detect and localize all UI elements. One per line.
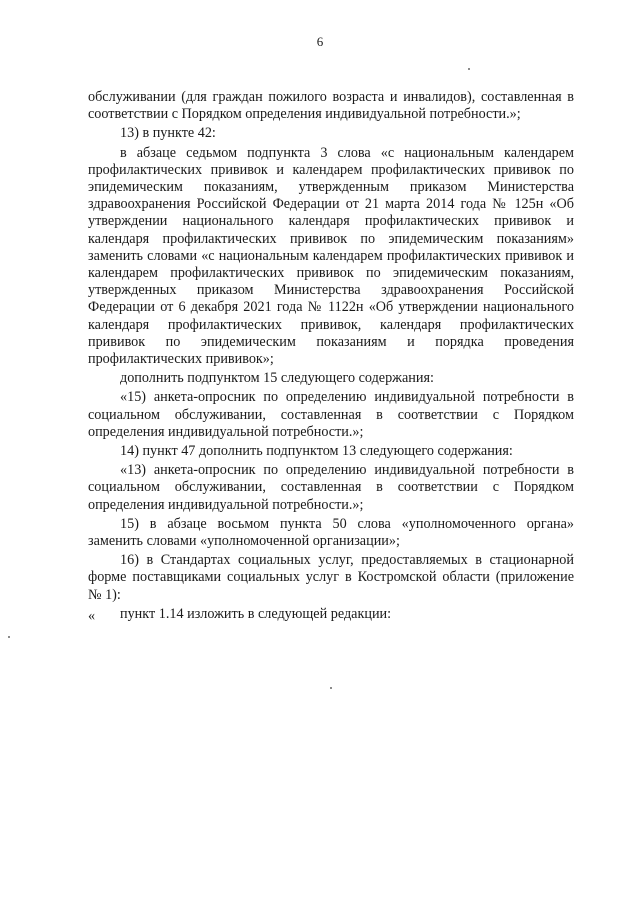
paragraph-subitem-13: «13) анкета-опросник по определению индивидуальной потребности в социальном обслуживании, составленная в соответствии с Порядком определения индивидуальной потребности.»; — [88, 462, 574, 513]
scan-speck — [8, 636, 10, 638]
page-number: 6 — [316, 34, 324, 49]
opening-quote: « — [88, 608, 96, 624]
paragraph-item-14: 14) пункт 47 дополнить подпунктом 13 следующего содержания: — [120, 443, 513, 460]
paragraph-add-subitem-15: дополнить подпунктом 15 следующего содержания: — [120, 370, 434, 387]
paragraph-continuation: обслуживании (для граждан пожилого возраста и инвалидов), составленная в соответствии с Порядком определения индивидуальной потребности.»; — [88, 89, 574, 123]
paragraph-item-13-text: в абзаце седьмом подпункта 3 слова «с национальным календарем профилактических прививок и календарем профилактических прививок по эпидемическим показаниям, утвержденным приказом Министерства здравоохранения Российской Федерации от 21 марта 2014 года № 125н «Об утверждении национального календаря профилактических прививок и календаря профилактических прививок по эпидемическим показаниям» заменить словами «с национальным календарем профилактических прививок и календарем профилактических прививок по эпидемическим показаниям, утвержденных приказом Министерства здравоохранения Российской Федерации от 6 декабря 2021 года № 1122н «Об утверждении национального календаря профилактических прививок, календаря профилактических прививок по эпидемическим показаниям и порядка проведения профилактических прививок»; — [88, 144, 574, 368]
paragraph-item-1-14: пункт 1.14 изложить в следующей редакции: — [120, 605, 392, 622]
scan-speck — [330, 687, 332, 689]
paragraph-item-13: 13) в пункте 42: — [120, 125, 216, 142]
paragraph-subitem-15: «15) анкета-опросник по определению индивидуальной потребности в социальном обслуживании, составленная в соответствии с Порядком определения индивидуальной потребности.»; — [88, 389, 574, 440]
paragraph-item-15: 15) в абзаце восьмом пункта 50 слова «уполномоченного органа» заменить словами «уполномоченной организации»; — [88, 515, 574, 550]
paragraph-item-16: 16) в Стандартах социальных услуг, предоставляемых в стационарной форме поставщиками социальных услуг в Костромской области (приложение № 1): — [88, 552, 574, 603]
document-body — [88, 89, 574, 623]
scan-speck — [468, 68, 470, 70]
